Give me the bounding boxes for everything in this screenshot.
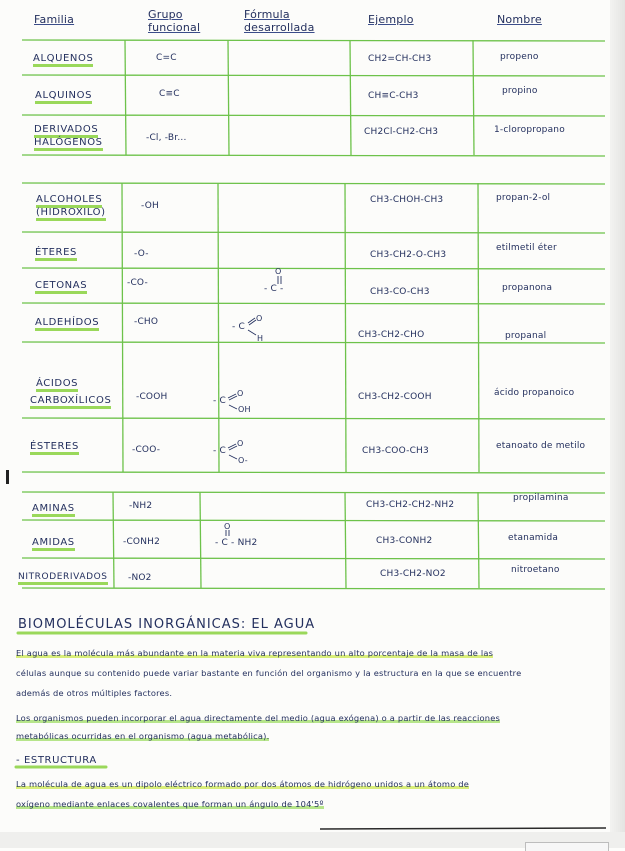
- familia-derivados-halogenos: DERIVADOS HALÓGENOS: [34, 123, 103, 149]
- notes-p3-line1: La molécula de agua es un dipolo eléctrico formado por dos átomos de hidrógeno unidos a un átomo de: [16, 779, 470, 789]
- nombre-aldehidos: propanal: [505, 331, 547, 341]
- familia-eteres: ÉTERES: [35, 246, 77, 259]
- grupo-alcoholes: -OH: [141, 201, 159, 211]
- grupo-nitroderivados: -NO2: [128, 573, 152, 583]
- header-ejemplo: Ejemplo: [368, 13, 414, 26]
- ejemplo-aminas: CH3-CH2-CH2-NH2: [366, 500, 455, 510]
- formula-acidos-o: O: [237, 389, 244, 398]
- familia-nitroderivados: NITRODERIVADOS: [18, 571, 108, 584]
- grupo-esteres: -COO-: [132, 445, 161, 455]
- ejemplo-esteres: CH3-COO-CH3: [362, 446, 429, 456]
- nombre-acidos: ácido propanoico: [494, 388, 575, 398]
- formula-esteres-o: O: [237, 439, 244, 448]
- familia-cetonas: CETONAS: [35, 279, 87, 292]
- notes-p2-line1: Los organismos pueden incorporar el agua directamente del medio (agua exógena) o a partir de las reacciones: [16, 713, 501, 723]
- formula-acidos-oh: OH: [238, 405, 251, 414]
- familia-alcoholes: ALCOHOLES (HIDROXILO): [36, 193, 106, 219]
- nombre-alquenos: propeno: [500, 52, 539, 62]
- familia-aminas: AMINAS: [32, 502, 75, 515]
- pen-stroke: [320, 828, 606, 829]
- ejemplo-amidas: CH3-CONH2: [376, 536, 433, 546]
- ejemplo-derivados-halogenos: CH2Cl-CH2-CH3: [364, 127, 439, 137]
- ejemplo-alquenos: CH2=CH-CH3: [368, 54, 432, 64]
- nombre-nitroderivados: nitroetano: [511, 565, 560, 575]
- grupo-aminas: -NH2: [129, 501, 153, 511]
- formula-aldehidos-o: O: [256, 314, 263, 323]
- formula-amidas-o: O: [224, 522, 231, 531]
- ejemplo-eteres: CH3-CH2-O-CH3: [370, 250, 447, 260]
- formula-esteres-om: O-: [238, 456, 248, 465]
- nombre-alcoholes: propan-2-ol: [496, 193, 551, 203]
- notes-subtitle: - ESTRUCTURA: [16, 755, 97, 766]
- ejemplo-alcoholes: CH3-CHOH-CH3: [370, 195, 444, 205]
- familia-acidos-carboxilicos: ÁCIDOS CARBOXÍLICOS: [30, 375, 111, 409]
- grupo-derivados-halogenos: -Cl, -Br...: [146, 133, 187, 143]
- header-nombre: Nombre: [497, 13, 542, 26]
- familia-alquinos: ALQUINOS: [35, 89, 92, 102]
- ejemplo-alquinos: CH≡C-CH3: [368, 91, 419, 101]
- ejemplo-aldehidos: CH3-CH2-CHO: [358, 330, 425, 340]
- familia-esteres: ÉSTERES: [30, 440, 79, 453]
- grupo-cetonas: -CO-: [127, 278, 148, 288]
- familia-alquenos: ALQUENOS: [33, 52, 93, 65]
- grupo-acidos: -COOH: [136, 392, 168, 402]
- formula-aldehidos: - C: [232, 322, 245, 332]
- notes-p3-line2: oxígeno mediante enlaces covalentes que forman un ángulo de 104'5º: [16, 799, 324, 809]
- grupo-amidas: -CONH2: [123, 537, 161, 547]
- grupo-aldehidos: -CHO: [134, 317, 159, 327]
- notes-p1-line1: El agua es la molécula más abundante en la materia viva representando un alto porcentaje de la masa de las: [16, 648, 494, 658]
- header-familia: Familia: [34, 13, 75, 26]
- notes-p1-line2: células aunque su contenido puede variar bastante en función del organismo y la estructura en la que se encuentre: [16, 668, 522, 678]
- notes-p2-line2: metabólicas ocurridas en el organismo (agua metabólica).: [16, 731, 270, 741]
- formula-aldehidos-h: H: [257, 334, 264, 343]
- nombre-esteres: etanoato de metilo: [496, 441, 586, 451]
- formula-esteres: - C: [213, 446, 226, 456]
- header-grupo-funcional: Grupo funcional: [148, 8, 201, 34]
- nombre-eteres: etilmetil éter: [496, 243, 557, 253]
- familia-amidas: AMIDAS: [32, 536, 75, 549]
- nombre-derivados-halogenos: 1-cloropropano: [494, 125, 565, 135]
- nombre-alquinos: propino: [502, 86, 538, 96]
- ejemplo-nitroderivados: CH3-CH2-NO2: [380, 569, 446, 579]
- formula-acidos: - C: [213, 396, 226, 406]
- grupo-alquenos: C=C: [156, 53, 177, 63]
- formula-cetonas-o: O: [275, 267, 282, 276]
- formula-cetonas: - C -: [264, 284, 284, 294]
- notes-p1-line3: además de otros múltiples factores.: [16, 688, 173, 698]
- formula-amidas: - C - NH2: [215, 538, 258, 548]
- nombre-amidas: etanamida: [508, 533, 559, 543]
- notes-title: BIOMOLÉCULAS INORGÁNICAS: EL AGUA: [18, 617, 316, 632]
- nombre-cetonas: propanona: [502, 283, 553, 293]
- ejemplo-acidos: CH3-CH2-COOH: [358, 392, 432, 402]
- nombre-aminas: propilamina: [513, 493, 569, 503]
- grupo-eteres: -O-: [134, 249, 149, 259]
- ejemplo-cetonas: CH3-CO-CH3: [370, 287, 430, 297]
- grupo-alquinos: C≡C: [159, 89, 180, 99]
- familia-aldehidos: ALDEHÍDOS: [35, 316, 99, 329]
- header-formula-desarrollada: Fórmula desarrollada: [244, 8, 315, 34]
